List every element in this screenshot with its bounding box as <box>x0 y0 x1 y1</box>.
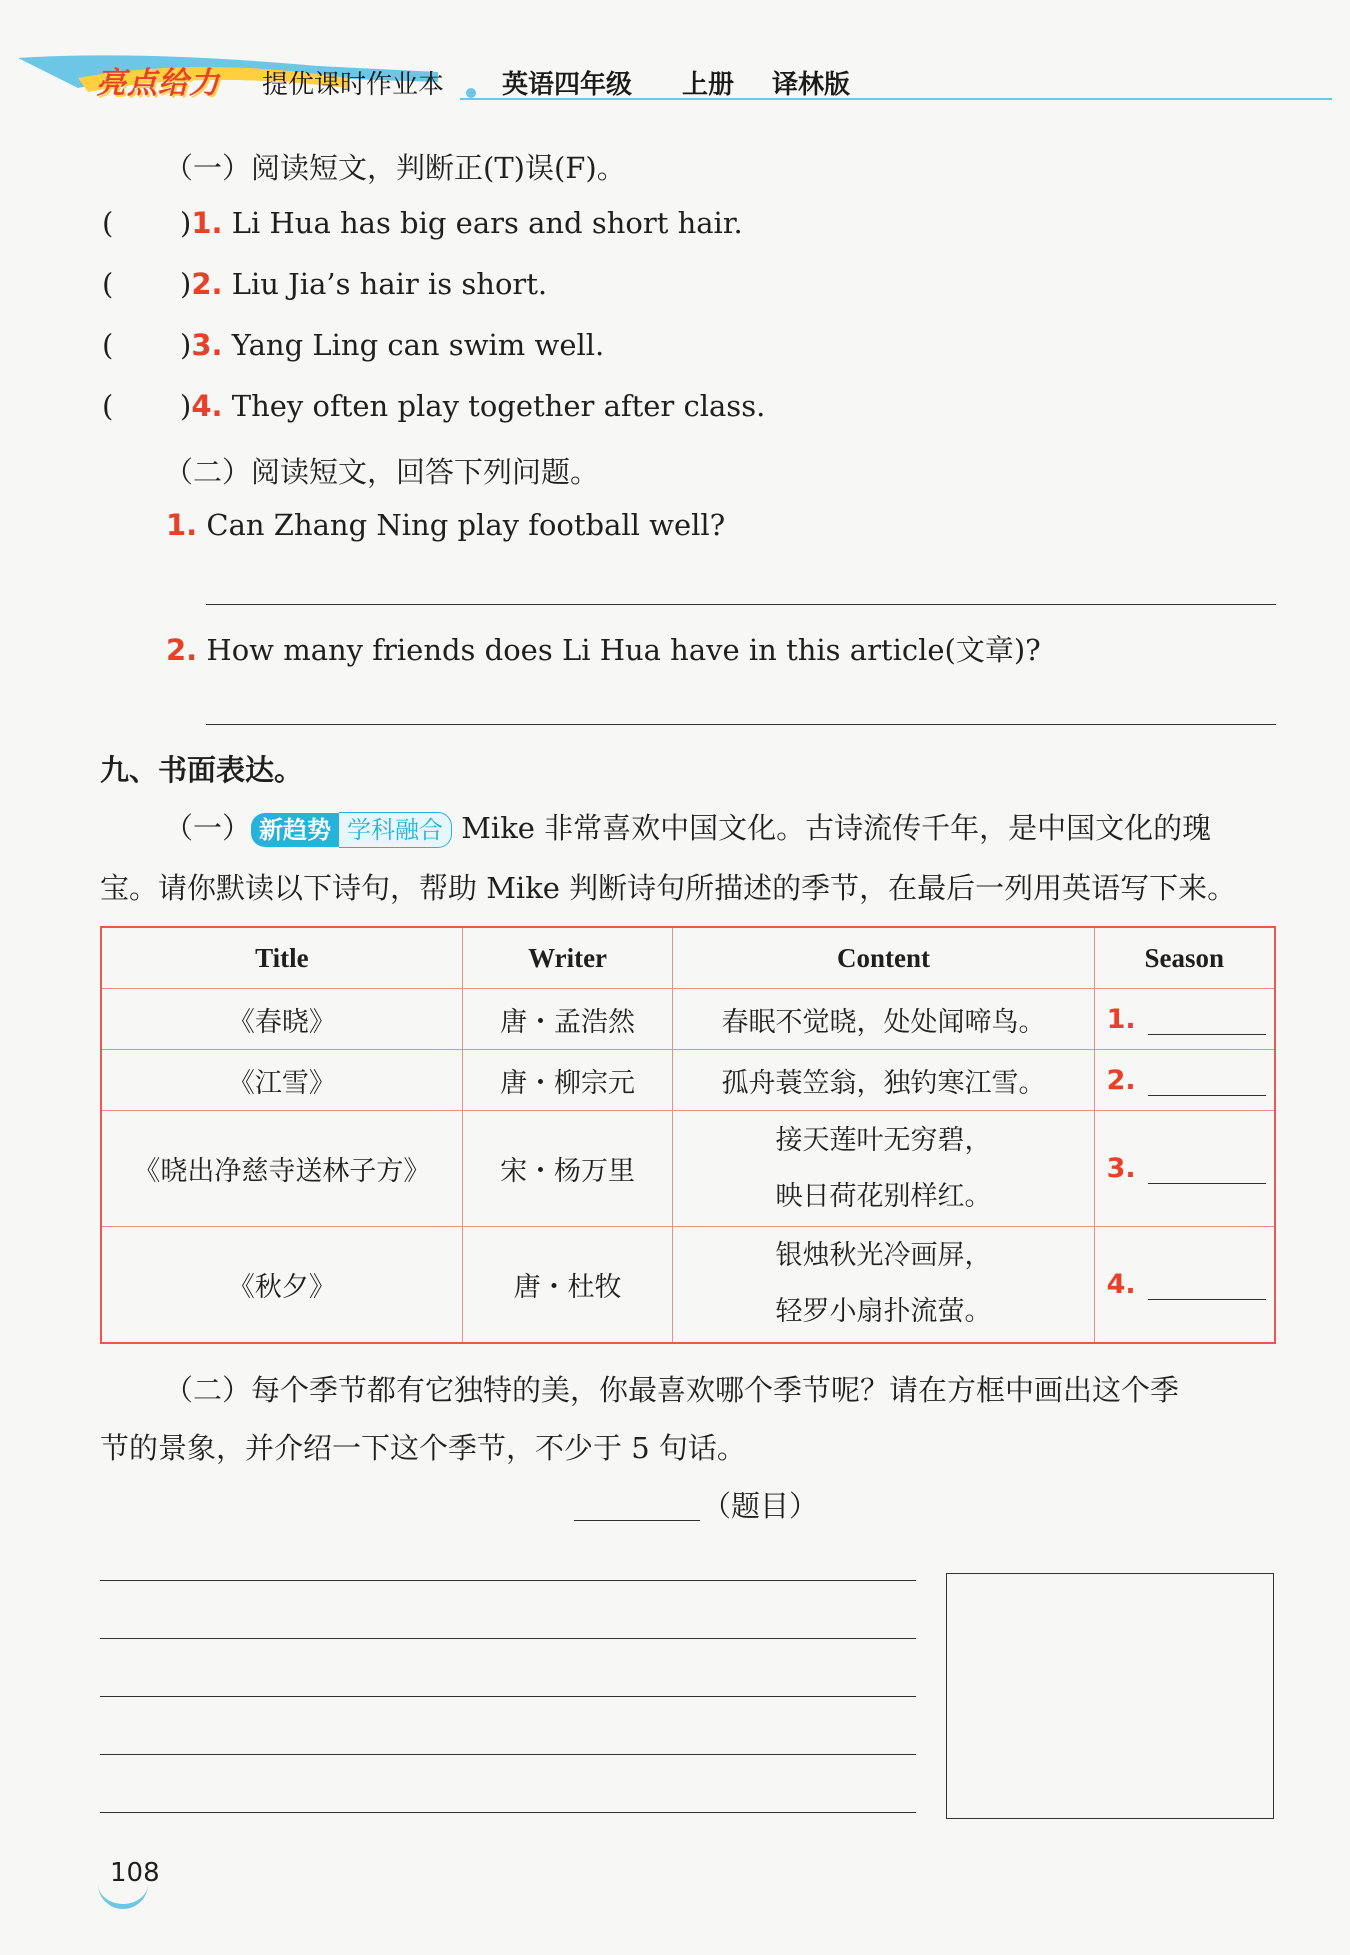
answer-line-1[interactable] <box>206 604 1276 605</box>
tf-answer-bracket[interactable]: ( <box>102 328 114 362</box>
poem-content <box>673 1111 1094 1227</box>
table-row <box>101 1227 1275 1343</box>
essay-line[interactable] <box>100 1696 916 1697</box>
tf-item-1: )1. Li Hua has big ears and short hair. <box>180 206 743 240</box>
season-blank[interactable] <box>1148 1073 1266 1096</box>
table-row <box>101 1050 1275 1111</box>
season-answer-cell[interactable] <box>1094 1111 1275 1227</box>
section-9-title: 九、书面表达。 <box>100 753 304 787</box>
subject-integration-badge: 学科融合 <box>339 812 452 848</box>
tf-item-text: Li Hua has big ears and short hair. <box>231 206 743 240</box>
tf-item-text: They often play together after class. <box>231 389 766 423</box>
poem-title: 《春晓》 <box>101 989 462 1050</box>
question-1 <box>166 508 725 542</box>
column-header: Content <box>673 927 1094 989</box>
tf-item-number: 2. <box>191 267 223 301</box>
part1-instruction: （一）阅读短文，判断正(T)误(F)。 <box>164 151 626 185</box>
poem-writer: 宋・杨万里 <box>462 1111 673 1227</box>
edition-label: 译林版 <box>772 70 851 100</box>
poem-line: 轻罗小扇扑流萤。 <box>775 1296 992 1328</box>
table-row <box>101 1111 1275 1227</box>
essay-line[interactable] <box>100 1638 916 1639</box>
tf-answer-bracket[interactable]: ( <box>102 267 114 301</box>
season-blank[interactable] <box>1148 1012 1266 1035</box>
poem-content <box>673 1227 1094 1343</box>
tf-item-3: )3. Yang Ling can swim well. <box>180 328 605 362</box>
poem-writer: 唐・柳宗元 <box>462 1050 673 1111</box>
section9-sub1-line1 <box>164 806 1211 848</box>
section9-sub2-line1: （二）每个季节都有它独特的美，你最喜欢哪个季节呢？请在方框中画出这个季 <box>164 1373 1180 1407</box>
season-answer-cell[interactable] <box>1094 989 1275 1050</box>
poem-line: 接天莲叶无穷碧， <box>775 1124 992 1156</box>
poem-writer: 唐・杜牧 <box>462 1227 673 1343</box>
tf-answer-bracket[interactable]: ( <box>102 389 114 423</box>
season-answer-cell[interactable] <box>1094 1227 1275 1343</box>
season-number: 1. <box>1106 1003 1136 1035</box>
question-number: 2. <box>166 633 198 667</box>
series-name: 提优课时作业本 <box>262 70 445 100</box>
essay-title-hint: （题目） <box>702 1489 819 1523</box>
essay-line[interactable] <box>100 1580 916 1581</box>
tf-item-text: Liu Jia’s hair is short. <box>231 267 548 301</box>
section9-sub1-line2: 宝。请你默读以下诗句，帮助 Mike 判断诗句所描述的季节，在最后一列用英语写下来。 <box>100 871 1237 905</box>
table-row <box>101 989 1275 1050</box>
column-header: Writer <box>462 927 673 989</box>
season-number: 4. <box>1106 1268 1136 1300</box>
question-number: 1. <box>166 508 198 542</box>
tf-item-number: 1. <box>191 206 223 240</box>
tf-answer-bracket[interactable]: ( <box>102 206 114 240</box>
sub1-prefix: （一） <box>164 811 252 845</box>
poem-title: 《江雪》 <box>101 1050 462 1111</box>
season-blank[interactable] <box>1148 1277 1266 1300</box>
tf-item-number: 3. <box>191 328 223 362</box>
part2-instruction: （二）阅读短文，回答下列问题。 <box>164 455 600 489</box>
section9-sub2-line2: 节的景象，并介绍一下这个季节，不少于 5 句话。 <box>100 1431 746 1465</box>
sub1-text: Mike 非常喜欢中国文化。古诗流传千年，是中国文化的瑰 <box>461 811 1212 845</box>
new-trend-badge: 新趋势 <box>251 813 339 847</box>
essay-title-blank[interactable] <box>574 1520 700 1521</box>
essay-line[interactable] <box>100 1754 916 1755</box>
essay-line[interactable] <box>100 1812 916 1813</box>
question-text: Can Zhang Ning play football well? <box>206 508 726 542</box>
poem-content: 孤舟蓑笠翁，独钓寒江雪。 <box>673 1050 1094 1111</box>
poem-title: 《晓出净慈寺送林子方》 <box>101 1111 462 1227</box>
poem-season-table <box>100 926 1276 1344</box>
tf-item-number: 4. <box>191 389 223 423</box>
table-header-row <box>101 927 1275 989</box>
tf-item-2: )2. Liu Jia’s hair is short. <box>180 267 548 301</box>
tf-item-4: )4. They often play together after class. <box>180 389 766 423</box>
tf-item-text: Yang Ling can swim well. <box>231 328 605 362</box>
column-header: Season <box>1094 927 1275 989</box>
question-text: How many friends does Li Hua have in this article(文章)? <box>206 633 1041 667</box>
poem-content: 春眠不觉晓，处处闻啼鸟。 <box>673 989 1094 1050</box>
poem-line: 映日荷花别样红。 <box>775 1180 992 1212</box>
poem-writer: 唐・孟浩然 <box>462 989 673 1050</box>
answer-line-2[interactable] <box>206 724 1276 725</box>
column-header: Title <box>101 927 462 989</box>
poem-title: 《秋夕》 <box>101 1227 462 1343</box>
volume-label: 上册 <box>682 70 735 100</box>
question-2 <box>166 628 1041 669</box>
page-number: 108 <box>110 1858 160 1888</box>
season-answer-cell[interactable] <box>1094 1050 1275 1111</box>
season-number: 3. <box>1106 1153 1136 1184</box>
poem-line: 银烛秋光冷画屏， <box>775 1240 992 1272</box>
season-number: 2. <box>1106 1064 1136 1096</box>
subject-grade: 英语四年级 <box>502 70 633 100</box>
brand-logo: 亮点给力 <box>96 66 220 101</box>
drawing-box[interactable] <box>946 1573 1274 1819</box>
season-blank[interactable] <box>1148 1161 1266 1184</box>
header-dot <box>466 88 476 98</box>
